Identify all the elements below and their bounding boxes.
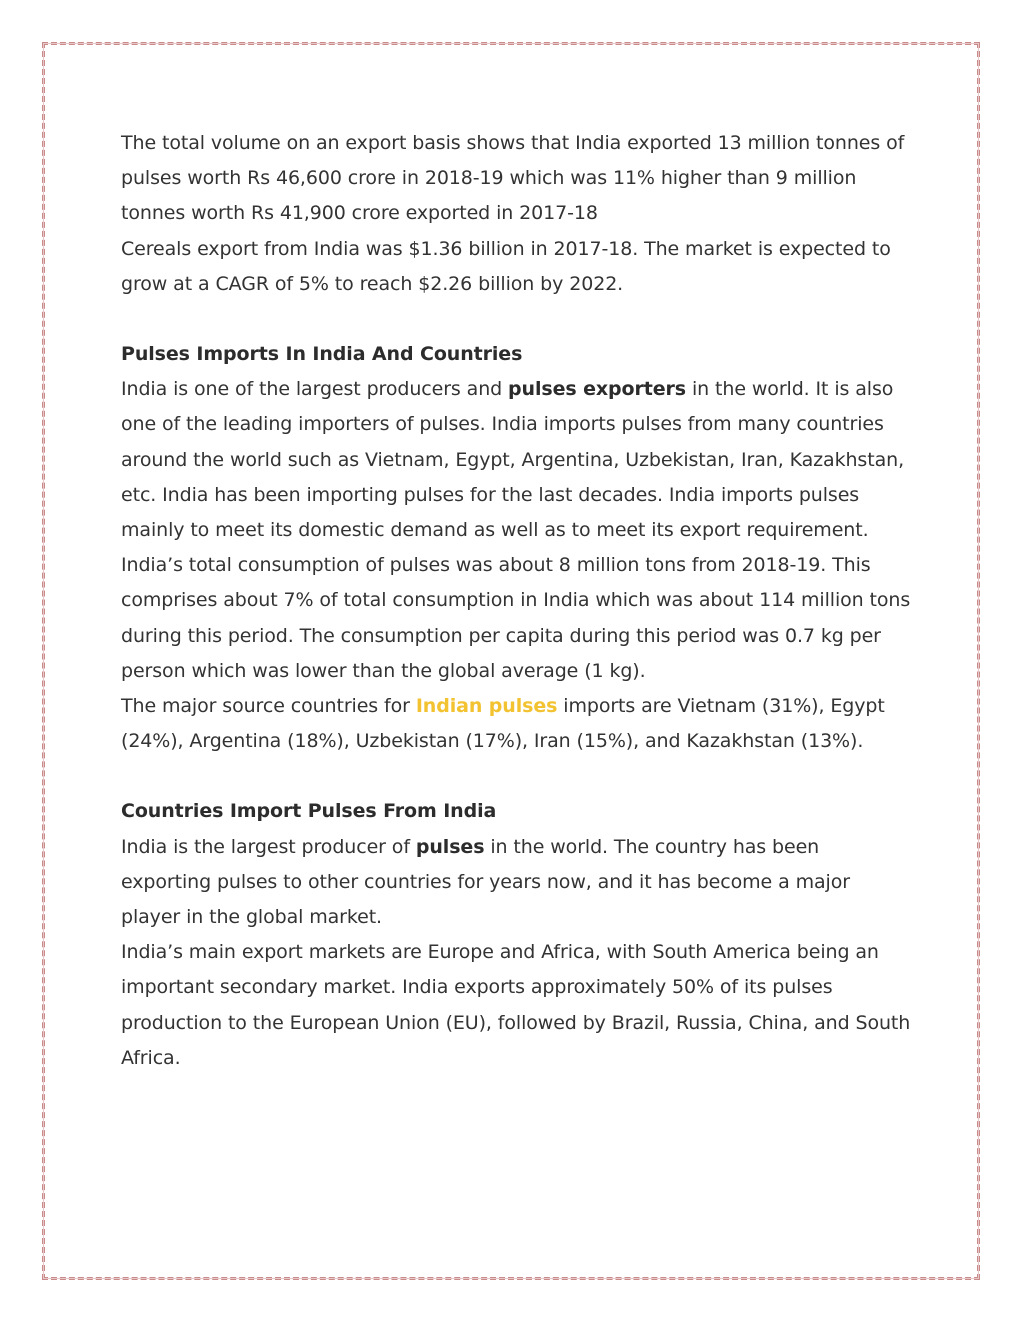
paragraph-export-markets: India’s main export markets are Europe and Africa, with South America being an important secondary market. India exports approximately 50% of its pulses production to the European Union (EU), followed by Brazil, Russia, China, and South Africa. <box>121 941 911 1069</box>
paragraph-source-countries <box>121 689 911 759</box>
text-segment: India is the largest producer of <box>121 835 416 858</box>
section-heading-pulses-imports: Pulses Imports In India And Countries <box>121 343 523 366</box>
paragraph-consumption: India’s total consumption of pulses was about 8 million tons from 2018-19. This comprises about 7% of total consumption in India which was about 114 million tons during this period. The consumption per capita during this period was 0.7 kg per person which was lower than the global average (1 kg). <box>121 554 911 682</box>
paragraph-india-importer <box>121 372 911 548</box>
text-segment: in the world. It is also one of the leading importers of pulses. India imports pulses from many countries around the world such as Vietnam, Egypt, Argentina, Uzbekistan, Iran, Kazakhstan, etc. India has been importing pulses for the last decades. India imports pulses mainly to meet its domestic demand as well as to meet its export requirement. <box>121 378 905 542</box>
section-spacer <box>121 759 911 794</box>
intro-paragraph-cereals-export: Cereals export from India was $1.36 billion in 2017-18. The market is expected to grow at a CAGR of 5% to reach $2.26 billion by 2022. <box>121 237 891 295</box>
paragraph-largest-producer <box>121 830 911 936</box>
bold-term-pulses: pulses <box>415 835 485 858</box>
document-body <box>121 126 911 1076</box>
intro-paragraph-export-volume: The total volume on an export basis shows that India exported 13 million tonnes of pulses worth Rs 46,600 crore in 2018-19 which was 11% higher than 9 million tonnes worth Rs 41,900 crore exported in 2017-18 <box>121 132 905 225</box>
text-segment: in the world. The country has been exporting pulses to other countries for years now, and it has become a major player in the global market. <box>121 835 850 929</box>
text-segment: India is one of the largest producers and <box>121 378 509 401</box>
section-heading-countries-import: Countries Import Pulses From India <box>121 800 497 823</box>
text-segment: The major source countries for <box>121 695 416 718</box>
text-segment: imports are Vietnam (31%), Egypt (24%), Argentina (18%), Uzbekistan (17%), Iran (15%), and Kazakhstan (13%). <box>121 695 885 753</box>
bold-term-pulses-exporters: pulses exporters <box>508 378 687 401</box>
link-indian-pulses[interactable]: Indian pulses <box>415 695 558 718</box>
section-spacer <box>121 302 911 337</box>
